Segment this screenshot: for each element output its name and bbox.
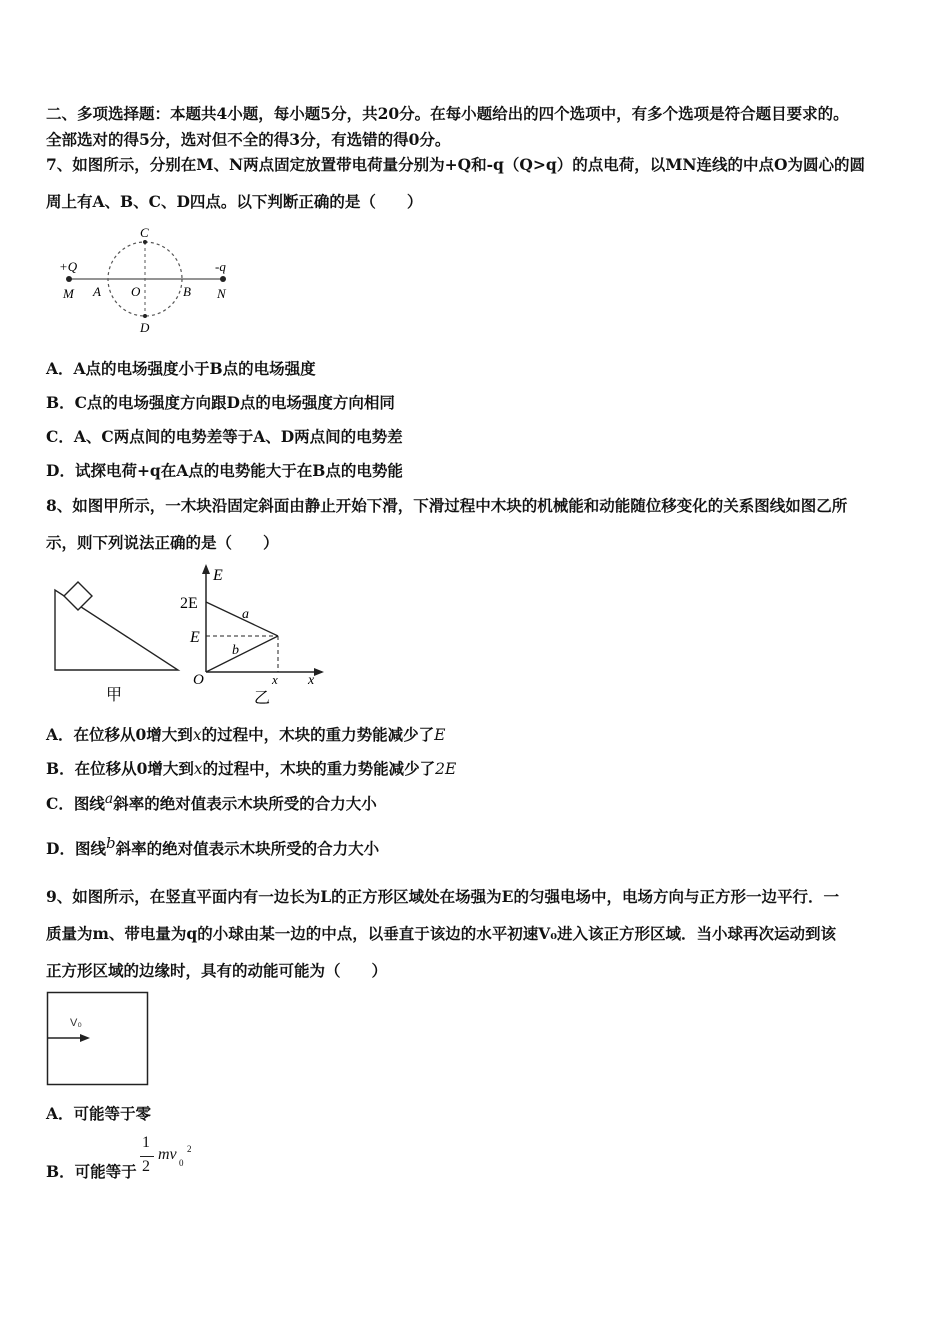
q9-option-b-denominator: 2 — [142, 1158, 150, 1175]
q9-option-b-superscript: 2 — [187, 1144, 192, 1154]
label-jia: 甲 — [106, 687, 123, 704]
q7-figure — [55, 222, 255, 337]
wooden-block — [64, 582, 92, 610]
q9-option-b[interactable] — [46, 1160, 137, 1182]
q8-option-c[interactable] — [46, 791, 377, 814]
label-a: A — [93, 284, 101, 299]
q8-option-b-mid: 的过程中，木块的重力势能减少了 — [202, 759, 436, 778]
q8-option-b[interactable] — [46, 757, 456, 779]
line-b — [206, 636, 278, 672]
q8-stem-line1: 8、如图甲所示，一木块沿固定斜面由静止开始下滑，下滑过程中木块的机械能和动能随位移变化的关系图线如图乙所 — [46, 496, 848, 515]
q8-figure — [50, 562, 340, 712]
q7-option-c[interactable]: C．A、C两点间的电势差等于A、D两点间的电势差 — [46, 427, 403, 446]
label-a-line: a — [242, 607, 249, 622]
label-m: M — [63, 286, 74, 301]
q8-option-d-text: 斜率的绝对值表示木块所受的合力大小 — [115, 839, 380, 859]
energy-graph — [180, 564, 324, 707]
section-header-line1: 二、多项选择题：本题共4小题，每小题5分，共20分。在每小题给出的四个选项中，有多个选项是符合题目要求的。 — [46, 104, 849, 123]
q9-stem-line3: 正方形区域的边缘时，具有的动能可能为（ ） — [46, 961, 388, 980]
point-d-dot — [143, 314, 147, 318]
label-v0: V₀ — [70, 1017, 82, 1029]
q8-option-d-prefix: D．图线 — [46, 839, 106, 859]
section-header-line2: 全部选对的得5分，选对但不全的得3分，有选错的得0分。 — [46, 130, 451, 149]
q8-option-a[interactable] — [46, 723, 445, 745]
q7-option-b[interactable]: B．C点的电场强度方向跟D点的电场强度方向相同 — [46, 393, 395, 412]
fraction-bar — [140, 1156, 154, 1157]
q8-option-a-var: x — [192, 726, 202, 744]
q8-option-c-var: a — [104, 791, 114, 807]
q8-stem-line2: 示，则下列说法正确的是（ ） — [46, 533, 279, 552]
q7-stem-line1: 7、如图所示，分别在M、N两点固定放置带电荷量分别为+Q和-q（Q>q）的点电荷，以MN连线的中点O为圆心的圆 — [46, 155, 866, 174]
label-o: O — [131, 284, 141, 299]
label-2e: 2E — [180, 595, 198, 612]
q8-option-c-text: 斜率的绝对值表示木块所受的合力大小 — [113, 794, 377, 814]
q7-option-a[interactable]: A．A点的电场强度小于B点的电场强度 — [46, 359, 316, 378]
q8-option-a-prefix: A．在位移从0增大到 — [46, 725, 193, 744]
charge-m-dot — [66, 276, 72, 282]
label-yi: 乙 — [254, 690, 271, 707]
label-d: D — [140, 320, 150, 335]
q9-option-b-prefix: B．可能等于 — [46, 1162, 137, 1181]
label-x-axis: x — [308, 673, 315, 688]
incline-diagram — [55, 582, 178, 704]
q7-stem-line2: 周上有A、B、C、D四点。以下判断正确的是（ ） — [46, 192, 423, 211]
label-b: B — [183, 284, 191, 299]
point-c-dot — [143, 240, 147, 244]
q8-option-b-var: x — [193, 760, 203, 778]
q8-option-c-prefix: C．图线 — [46, 794, 105, 814]
q9-stem-line1: 9、如图所示，在竖直平面内有一边长为L的正方形区域处在场强为E的匀强电场中，电场方向与正方形一边平行．一 — [46, 887, 840, 906]
q9-option-b-expr: mv — [158, 1146, 177, 1163]
q8-option-b-prefix: B．在位移从0增大到 — [46, 759, 194, 778]
q7-option-d[interactable]: D．试探电荷+q在A点的电势能大于在B点的电势能 — [46, 461, 403, 480]
q8-option-a-value: E — [434, 726, 446, 744]
q9-option-b-numerator: 1 — [142, 1134, 150, 1151]
label-e-axis: E — [213, 567, 223, 584]
q9-option-a[interactable]: A．可能等于零 — [46, 1104, 152, 1123]
label-n: N — [217, 286, 226, 301]
q8-option-b-value: 2E — [435, 760, 457, 778]
label-origin: O — [193, 672, 204, 688]
q8-option-d-var: b — [105, 834, 116, 852]
charge-n-dot — [220, 276, 226, 282]
q9-figure — [46, 990, 150, 1088]
label-c: C — [140, 225, 149, 240]
label-e: E — [190, 629, 200, 646]
q9-option-b-subscript: 0 — [179, 1158, 184, 1168]
label-plus-q: +Q — [59, 259, 78, 274]
q8-option-a-mid: 的过程中，木块的重力势能减少了 — [201, 725, 435, 744]
label-minus-q: -q — [215, 259, 226, 274]
label-x-tick: x — [272, 672, 278, 687]
q8-option-d[interactable] — [46, 834, 379, 859]
q9-stem-line2: 质量为m、带电量为q的小球由某一边的中点，以垂直于该边的水平初速V₀进入该正方形区域．当小球再次运动到该 — [46, 924, 837, 943]
label-b-line: b — [232, 643, 239, 658]
